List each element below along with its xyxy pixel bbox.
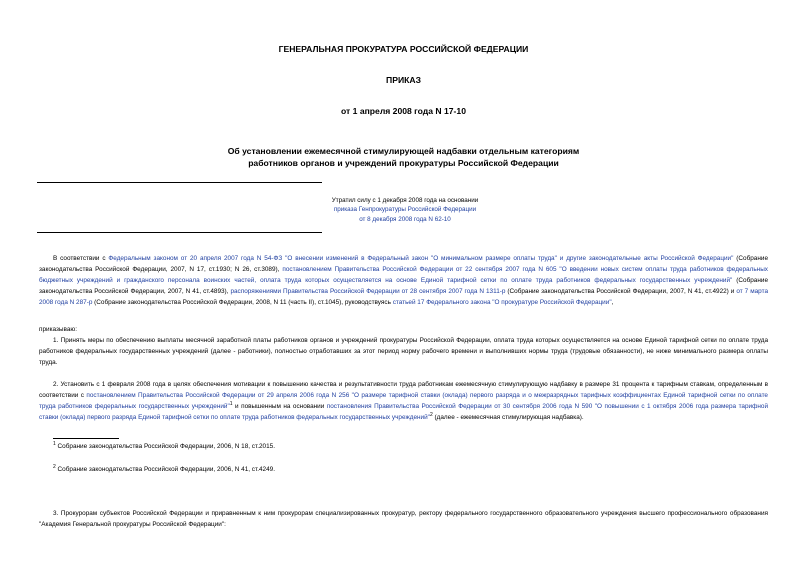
preamble-paragraph: В соответствии с Федеральным законом от 20 апреля 2007 года N 54-ФЗ "О внесении изменений в Федеральный закон "О минимальном размере оплаты труда" и другие законодательные акты Российской Федерации" (Собрание законодательства Российской Федерации, 2007, N 17, ст.1930; N 26, ст.3089), постановлением Правительства Российской Федерации от 22 сентября 2007 года N 605 "О введении новых систем оплаты труда работников федеральных бюджетных учреждений и гражданского персонала воинских частей, оплата труда которых осуществляется на основе Единой тарифной сетки по оплате труда работников федеральных государственных учреждений" (Собрание законодательства Российской Федерации, 2007, N 41, ст.4893), распоряжениями Правительства Российской Федерации от 28 сентября 2007 года N 1311-р (Собрание законодательства Российской Федерации, 2007, N 41, ст.4922) и от 7 марта 2008 года N 287-р (Собрание законодательства Российской Федерации, 2008, N 11 (часть II), ст.1045), руководствуясь статьей 17 Федерального закона "О прокуратуре Российской Федерации", [39, 255, 768, 306]
decree-590-link[interactable]: постановления Правительства Российской Федерации от 30 сентября 2006 года N 590 "О повышении с 1 октября 2006 года размера тарифной ставки (оклада) первого разряда Единой тарифной сетки по оплате труда работников федеральных государственных учреждений" [39, 403, 769, 421]
repeal-order-date-link[interactable]: от 8 декабря 2008 года N 62-10 [359, 215, 451, 223]
divider-top [37, 182, 322, 183]
item-1: 1. Принять меры по обеспечению выплаты месячной заработной платы работников органов и учреждений прокуратуры Российской Федерации, оплата труда которых осуществляется на основе Единой тарифной сетки по оплате труда работников федеральных государственных учреждений (далее - работники), полностью отработавших за этот период норму рабочего времени и выполнивших нормы труда (трудовые обязанности), не ниже минимального размера оплаты труда. [39, 337, 768, 366]
footnote-2: $^2$ Собрание законодательства Российской Федерации, 2006, N 41, ст.4249. [53, 463, 275, 473]
status-note-text: Утратил силу с 1 декабря 2008 года на основании [331, 197, 479, 204]
item-3: 3. Прокурорам субъектов Российской Федерации и приравненным к ним прокурорам специализированных прокуратур, ректору федерального государственного образовательного учреждения высшего профессионального образования "Академия Генеральной прокуратуры Российской Федерации": [39, 510, 768, 528]
footnote-ref-1[interactable]: 1 [229, 400, 233, 407]
order-word: приказываю: [39, 326, 77, 333]
item-2: 2. Установить с 1 февраля 2008 года в целях обеспечения мотивации к повышению качества и результативности труда работникам ежемесячную стимулирующую надбавку в размере 31 процента к тарифным ставкам, определенным в соответствии с постановлением Правительства Российской Федерации от 29 апреля 2006 года N 256 "О размере тарифной ставки (оклада) первого разряда и о межразрядных тарифных коэффициентах Единой тарифной сетки по оплате труда работников федеральных государственных учреждений"$^1$ и повышенным на основании постановления Правительства Российской Федерации от 30 сентября 2006 года N 590 "О повышении с 1 октября 2006 года размера тарифной ставки (оклада) первого разряда Единой тарифной сетки по оплате труда работников федеральных государственных учреждений"$^2$ (далее - ежемесячная стимулирующая надбавка). [39, 381, 769, 421]
divider-bottom [37, 232, 322, 233]
org-name: ГЕНЕРАЛЬНАЯ ПРОКУРАТУРА РОССИЙСКОЙ ФЕДЕРАЦИИ [278, 44, 529, 54]
doc-date: от 1 апреля 2008 года N 17-10 [341, 106, 466, 116]
doc-title-line-2: работников органов и учреждений прокуратуры Российской Федерации [248, 158, 559, 168]
footnote-ref-2[interactable]: 2 [429, 411, 433, 418]
decree-256-link[interactable]: постановлением Правительства Российской Федерации от 29 апреля 2006 года N 256 "О размере тарифной ставки (оклада) первого разряда и о межразрядных тарифных коэффициентах Единой тарифной сетки по оплате труда работников федеральных государственных учреждений" [39, 392, 768, 410]
article-17-link[interactable]: статьей 17 Федерального закона "О прокуратуре Российской Федерации" [392, 299, 612, 306]
doc-title-line-1: Об установлении ежемесячной стимулирующей надбавки отдельным категориям [227, 146, 580, 156]
order-1311-r-link[interactable]: распоряжениями Правительства Российской Федерации от 28 сентября 2007 года N 1311-р [230, 288, 506, 295]
order-287-r-link[interactable]: от 7 марта 2008 года N 287-р [39, 288, 768, 306]
doc-type: ПРИКАЗ [386, 75, 421, 85]
footnote-separator [53, 438, 119, 439]
footnote-1: $^1$ Собрание законодательства Российской Федерации, 2006, N 18, ст.2015. [53, 440, 275, 450]
status-note [240, 196, 570, 224]
law-54-fz-link[interactable]: Федеральным законом от 20 апреля 2007 года N 54-ФЗ "О внесении изменений в Федеральный закон "О минимальном размере оплаты труда" и другие законодательные акты Российской Федерации" [108, 255, 734, 262]
decree-605-link[interactable]: постановлением Правительства Российской Федерации от 22 сентября 2007 года N 605 "О введении новых систем оплаты труда работников федеральных бюджетных учреждений и гражданского персонала воинских частей, оплата труда которых осуществляется на основе Единой тарифной сетки по оплате труда работников федеральных государственных учреждений" [39, 266, 768, 284]
repeal-order-link[interactable]: приказа Генпрокуратуры Российской Федерации [333, 206, 477, 214]
